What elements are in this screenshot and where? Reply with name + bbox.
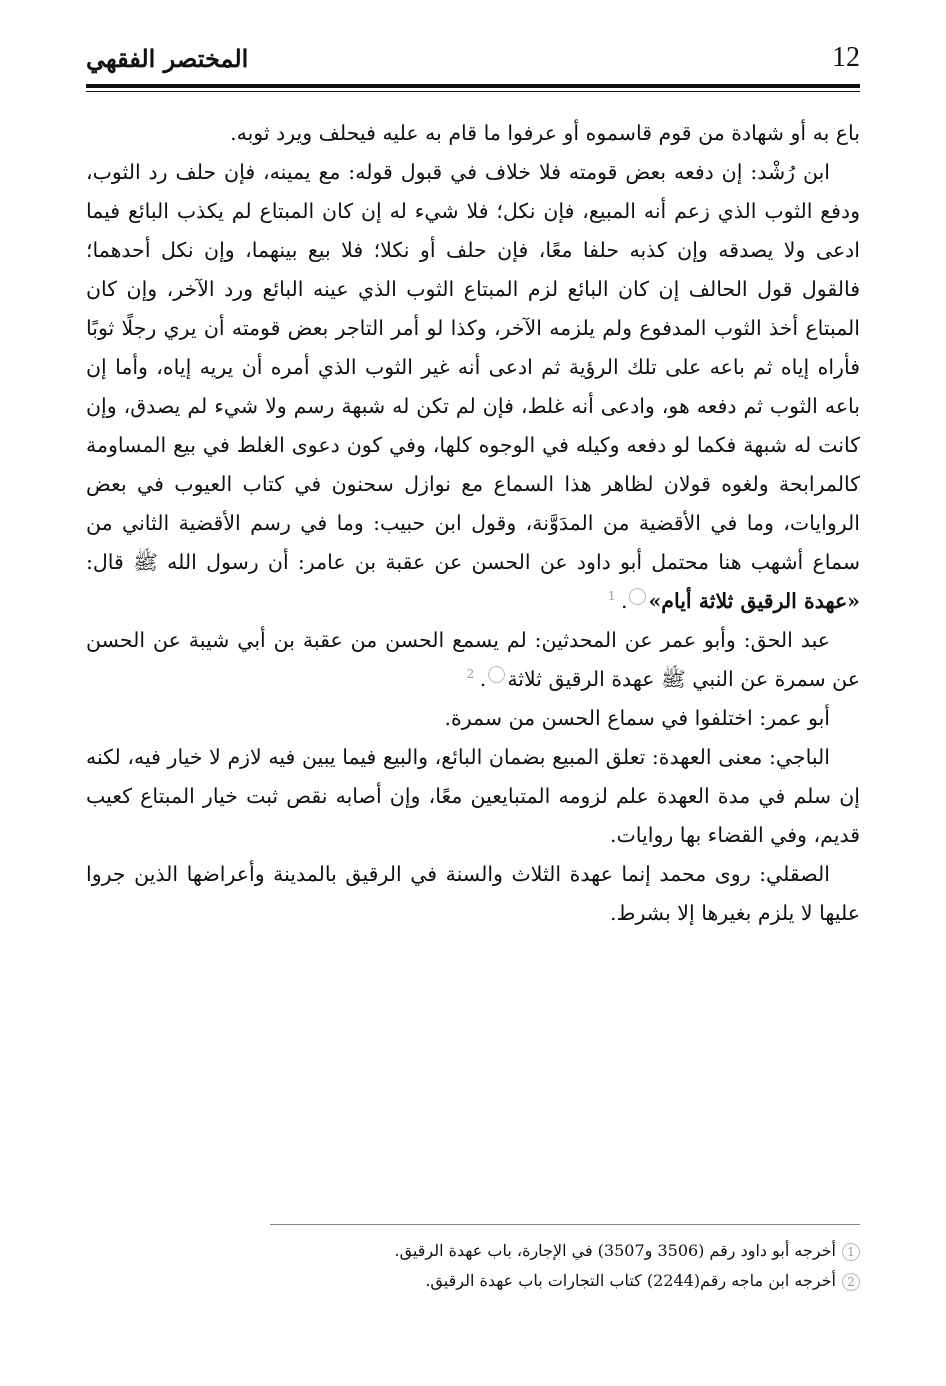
footnote-2 bbox=[86, 1266, 860, 1296]
paragraph-text: باع به أو شهادة من قوم قاسموه أو عرفوا ما قام به عليه فيحلف ويرد ثوبه. bbox=[230, 121, 860, 145]
paragraph-5 bbox=[86, 738, 860, 855]
footnote-separator bbox=[270, 1224, 860, 1225]
footnote-ref-2[interactable]: 2 bbox=[488, 666, 505, 683]
paragraph-tail: . bbox=[620, 589, 628, 613]
page-header bbox=[86, 40, 860, 82]
footnote-number: 2 bbox=[842, 1273, 860, 1291]
footnote-number: 1 bbox=[842, 1243, 860, 1261]
footnote-ref-1[interactable]: 1 bbox=[629, 588, 646, 605]
paragraph-text: ابن رُشْد: إن دفعه بعض قومته فلا خلاف في قبول قوله: مع يمينه، فإن حلف رد الثوب، ودفع الثوب الذي زعم أنه المبيع، فإن نكل؛ فلا شيء له إن كان المبتاع لم يكذب البائع فيما ادعى ولا يصدقه وإن كذبه حلفا معًا، فإن حلف أو نكلا؛ فلا بيع بينهما، وإن نكل أحدهما؛ فالقول قول الحالف إن كان البائع لزم المبتاع الثوب الذي عينه البائع ورد الآخر، وإن كان المبتاع أخذ الثوب المدفوع ولم يلزمه الآخر، وكذا لو أمر التاجر بعض قومته أن يري رجلًا ثوبًا فأراه إياه ثم باعه على تلك الرؤية ثم ادعى أنه غير الثوب الذي أمره أن يريه إياه، وأما إن باعه الثوب ثم دفعه هو، وادعى أنه غلط، فإن لم تكن له شبهة رسم ولا شيء لم يصدق، وإن كانت له شبهة فكما لو دفعه وكيله في الوجوه كلها، وفي كون دعوى الغلط في بيع المساومة كالمرابحة ولغوه قولان لظاهر هذا السماع مع نوازل سحنون في كتاب العيوب في بعض الروايات، وما في الأقضية من المدَوَّنة، وقول ابن حبيب: وما في رسم الأقضية الثاني من سماع أشهب هنا محتمل أبو داود عن الحسن عن عقبة بن عامر: أن رسول الله ﷺ قال: bbox=[86, 160, 860, 574]
paragraph-4 bbox=[86, 699, 860, 738]
paragraph-3 bbox=[86, 621, 860, 699]
page-number: 12 bbox=[832, 42, 860, 73]
running-title: المختصر الفقهي bbox=[86, 44, 249, 73]
paragraph-6 bbox=[86, 855, 860, 933]
header-rule-thick bbox=[86, 84, 860, 88]
footnote-text: أخرجه ابن ماجه رقم(2244) كتاب التجارات باب عهدة الرقيق. bbox=[425, 1271, 836, 1290]
header-rule-thin bbox=[86, 91, 860, 92]
main-text bbox=[86, 114, 860, 933]
paragraph-1 bbox=[86, 114, 860, 153]
paragraph-tail: . bbox=[479, 667, 487, 691]
paragraph-text: الباجي: معنى العهدة: تعلق المبيع بضمان البائع، والبيع فيما يبين فيه لازم لا خيار فيه، لكنه إن سلم في مدة العهدة علم لزومه المتبايعين معًا، وإن أصابه نقص ثبت خيار المبتاع كعيب قديم، وفي القضاء بها روايات. bbox=[86, 745, 860, 847]
footnote-1 bbox=[86, 1236, 860, 1266]
footnotes bbox=[86, 1236, 860, 1296]
paragraph-2 bbox=[86, 153, 860, 621]
hadith-quote: «عهدة الرقيق ثلاثة أيام» bbox=[648, 589, 860, 613]
footnote-text: أخرجه أبو داود رقم (3506 و3507) في الإجارة، باب عهدة الرقيق. bbox=[394, 1241, 836, 1260]
paragraph-text: أبو عمر: اختلفوا في سماع الحسن من سمرة. bbox=[444, 706, 830, 730]
paragraph-text: عبد الحق: وأبو عمر عن المحدثين: لم يسمع الحسن من عقبة بن أبي شيبة عن الحسن عن سمرة عن النبي ﷺ عهدة الرقيق ثلاثة bbox=[86, 628, 860, 691]
paragraph-text: الصقلي: روى محمد إنما عهدة الثلاث والسنة في الرقيق بالمدينة وأعراضها الذين جروا عليها لا يلزم بغيرها إلا بشرط. bbox=[86, 862, 860, 925]
